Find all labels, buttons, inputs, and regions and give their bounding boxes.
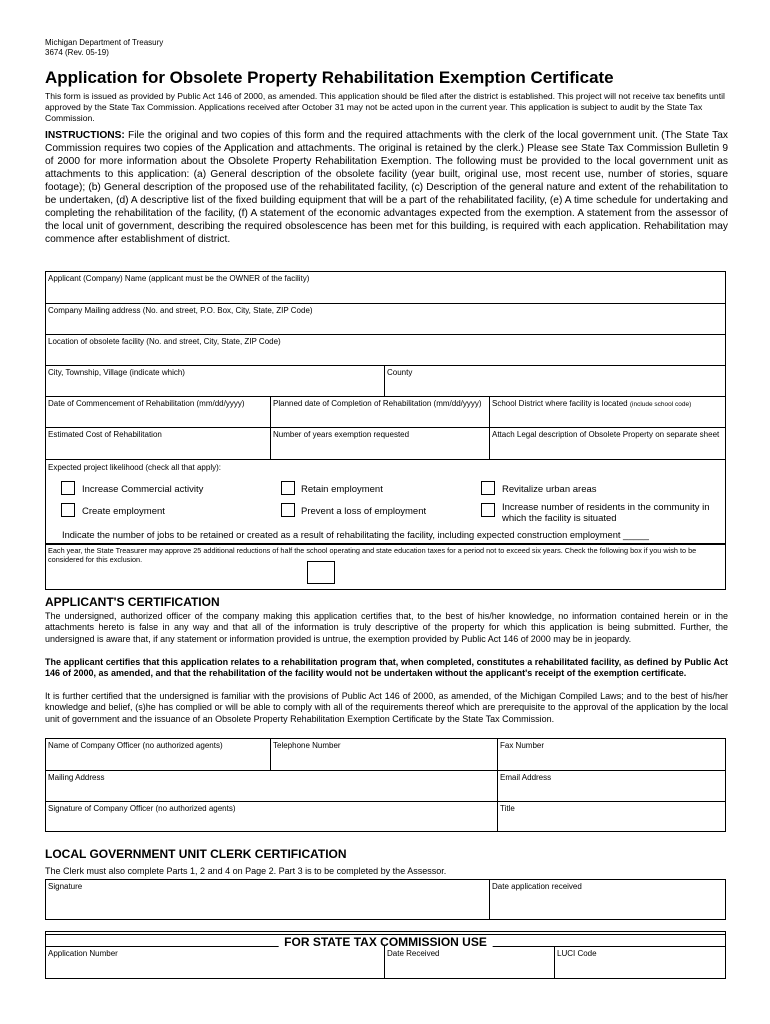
create-employment-label: Create employment [82,506,165,517]
city-field[interactable] [45,366,384,396]
title-label: Title [500,804,515,813]
applicant-name-label: Applicant (Company) Name (applicant must be the OWNER of the facility) [48,274,310,283]
form-number: 3674 (Rev. 05-19) [45,48,109,57]
instructions-label: INSTRUCTIONS: [45,130,125,141]
officer-signature-label: Signature of Company Officer (no authorized agents) [48,804,236,813]
officer-signature-field[interactable] [45,802,497,832]
increase-residents-label: Increase number of residents in the community in which the facility is situated [502,502,710,524]
application-number-field[interactable] [45,947,384,979]
increase-commercial-label: Increase Commercial activity [82,484,204,495]
school-district-label: School District where facility is located [492,399,628,408]
date-received-field[interactable] [489,880,726,920]
telephone-label: Telephone Number [273,741,341,750]
years-requested-label: Number of years exemption requested [273,430,410,439]
mailing-address-field[interactable] [45,304,726,334]
likelihood-label: Expected project likelihood (check all that apply): [48,463,221,472]
agency-name: Michigan Department of Treasury [45,38,164,47]
legal-description-label: Attach Legal description of Obsolete Property on separate sheet [492,430,720,439]
officer-name-label: Name of Company Officer (no authorized agents) [48,741,223,750]
applicant-cert-para3: It is further certified that the undersigned is familiar with the provisions of Public Act 146 of 2000, as amended, of the Michigan Compiled Laws; and to the best of his/her knowledge and belief, (s)he has complied or will be able to comply with all of the requirements thereof which are prerequisite to the approval of the application by the local unit of government and the issuance of an Obsolete Property Rehabilitation Exemption Certificate by the State Tax Commission. [45,691,728,724]
mailing-address-label: Company Mailing address (No. and street, P.O. Box, City, State, ZIP Code) [48,306,313,315]
email-label: Email Address [500,773,552,782]
email-field[interactable] [497,771,726,801]
luci-code-label: LUCI Code [557,949,597,958]
officer-mailing-label: Mailing Address [48,773,105,782]
instructions-text: File the original and two copies of this form and the required attachments with the clerk of the local government unit. (The State Tax Commission requires two copies of the Application and attachments. The original is retained by the clerk.) Please see State Tax Commission Bulletin 9 of 2000 for more information about the Obsolete Property Rehabilitation Exemption. The following must be provided to the local government unit as attachments to this application: (a) General description of the obsolete facility (year built, original use, most recent use, number of stories, square footage); (b) General description of the proposed use of the rehabilitated facility, (c) Description of the general nature and extent of the rehabilitation to be undertaken, (d) A descriptive list of the fixed building equipment that will be a part of the rehabilitated facility, (e) A time schedule for undertaking and completing the rehabilitation of the facility, (f) A statement of the economic advantages expected from the exemption. A statement from the assessor of the local unit of government, describing the required obsolescence has been met for this building, is required with each application. Rehabilitation may commence after establishment of district. [45,130,728,245]
retain-employment-label: Retain employment [301,484,383,495]
legal-description-field [489,428,726,459]
treasurer-note: Each year, the State Treasurer may approve 25 additional reductions of half the school operating and state education taxes for a period not to exceed six years. Check the following box if you wish to be considered for this exclusion. [48,546,697,564]
intro-text: This form is issued as provided by Public Act 146 of 2000, as amended. This application should be filed after the district is established. This project will not receive tax benefits until approved by the State Tax Commission. Applications received after October 31 may not be acted upon in the current year. This application is subject to audit by the State Tax Commission. [45,91,725,123]
facility-location-field[interactable] [45,335,726,365]
jobs-line[interactable]: Indicate the number of jobs to be retained or created as a result of rehabilitating the facility, including expected construction employment _____ [62,530,649,540]
facility-location-label: Location of obsolete facility (No. and street, City, State, ZIP Code) [48,337,281,346]
clerk-cert-title: LOCAL GOVERNMENT UNIT CLERK CERTIFICATION [45,847,347,861]
applicant-cert-para1: The undersigned, authorized officer of the company making this application certifies that, to the best of his/her knowledge, no information contained herein or in the attachments hereto is false in any way and that all of the information is truly descriptive of the property for which this application is being submitted. Further, the undersigned is aware that, if any statement or information provided is untrue, the exemption provided by Public Act 146 of 2000 may be in jeopardy. [45,611,728,644]
create-employment-checkbox[interactable] [61,503,75,517]
clerk-signature-field[interactable] [45,880,489,920]
clerk-cert-note: The Clerk must also complete Parts 1, 2 and 4 on Page 2. Part 3 is to be completed by the Assessor. [45,866,447,876]
completion-date-field[interactable] [270,397,489,427]
application-number-label: Application Number [48,949,118,958]
prevent-loss-label: Prevent a loss of employment [301,506,427,517]
divider [45,459,726,460]
revitalize-urban-checkbox[interactable] [481,481,495,495]
increase-residents-checkbox[interactable] [481,503,495,517]
luci-code-field[interactable] [554,947,726,979]
city-label: City, Township, Village (indicate which) [48,368,185,377]
stc-use-title: FOR STATE TAX COMMISSION USE [278,935,493,949]
prevent-loss-checkbox[interactable] [281,503,295,517]
completion-date-label: Planned date of Completion of Rehabilitation (mm/dd/yyyy) [273,399,482,408]
applicant-cert-para2: The applicant certifies that this application relates to a rehabilitation program that, when completed, constitutes a rehabilitated facility, as defined by Public Act 146 of 2000, as amended, and that the rehabilitation of the facility would not be undertaken without the applicant's receipt of the exemption certificate. [45,657,728,679]
applicant-cert-title: APPLICANT'S CERTIFICATION [45,595,220,609]
school-code-note: (include school code) [629,401,692,408]
revitalize-urban-label: Revitalize urban areas [502,484,597,495]
estimated-cost-field[interactable] [45,428,270,459]
fax-label: Fax Number [500,741,545,750]
exclusion-checkbox[interactable] [307,561,335,584]
fax-field[interactable] [497,739,726,770]
retain-employment-checkbox[interactable] [281,481,295,495]
clerk-signature-label: Signature [48,882,83,891]
telephone-field[interactable] [270,739,497,770]
stc-date-received-label: Date Received [387,949,440,958]
page-title: Application for Obsolete Property Rehabilitation Exemption Certificate [45,68,614,87]
county-field[interactable] [384,366,726,396]
applicant-name-field[interactable] [45,272,726,303]
county-label: County [387,368,413,377]
estimated-cost-label: Estimated Cost of Rehabilitation [48,430,162,439]
instructions [45,129,728,246]
officer-name-field[interactable] [45,739,270,770]
commencement-date-field[interactable] [45,397,270,427]
date-received-label: Date application received [492,882,582,891]
stc-date-received-field[interactable] [384,947,554,979]
officer-mailing-field[interactable] [45,771,497,801]
school-district-field[interactable] [489,397,726,427]
increase-commercial-checkbox[interactable] [61,481,75,495]
commencement-date-label: Date of Commencement of Rehabilitation (mm/dd/yyyy) [48,399,245,408]
title-field[interactable] [497,802,726,832]
years-requested-field[interactable] [270,428,489,459]
